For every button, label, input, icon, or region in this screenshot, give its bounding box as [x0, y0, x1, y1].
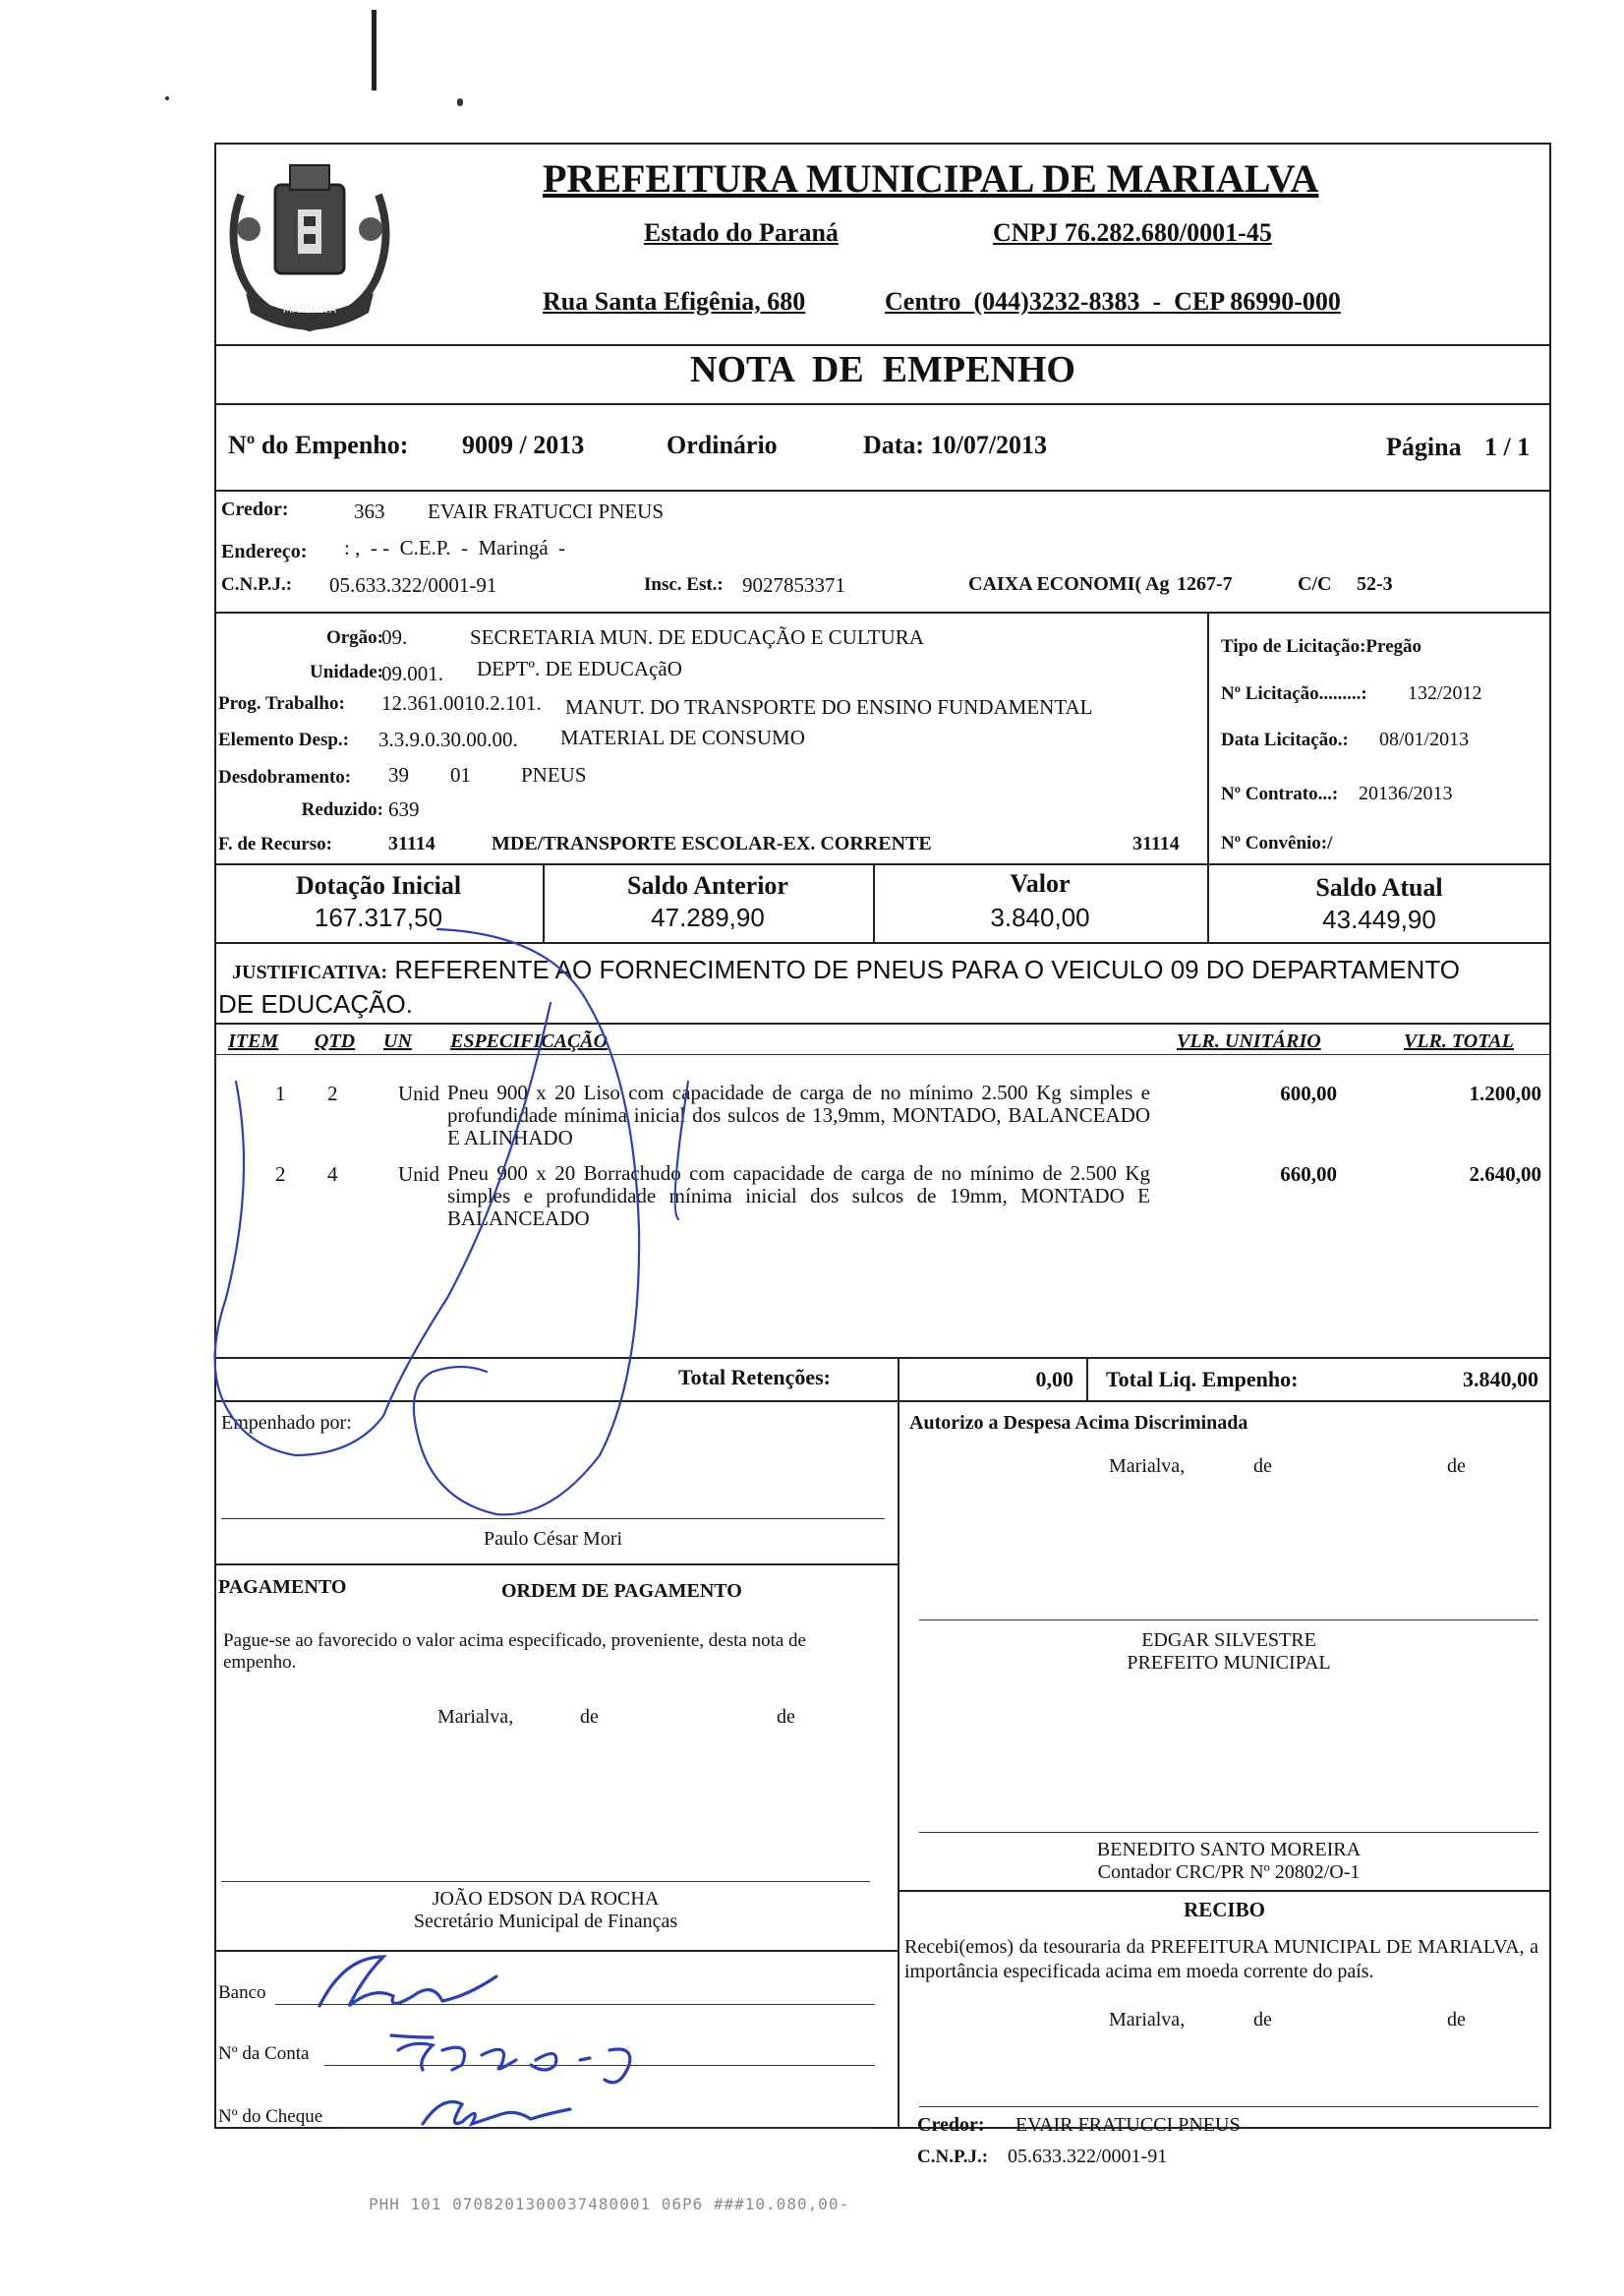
item-2-un: Unid: [398, 1162, 439, 1186]
item-1-number: 1: [275, 1082, 286, 1105]
divider: [898, 1890, 1551, 1892]
contrato-label: Nº Contrato...:: [1221, 784, 1339, 804]
coat-of-arms-icon: [221, 155, 398, 342]
item-1-un: Unid: [398, 1082, 439, 1105]
divider: [214, 490, 1551, 492]
divider: [214, 1054, 1551, 1055]
secretario-name: JOÃO EDSON DA ROCHA: [432, 1888, 660, 1910]
pague-de-1: de: [580, 1706, 599, 1728]
empenhado-label: Empenhado por:: [221, 1412, 352, 1434]
secretario-title: Secretário Municipal de Finanças: [413, 1911, 678, 1932]
cnpj-value: 05.633.322/0001-91: [329, 573, 497, 597]
valor-value: 3.840,00: [990, 903, 1090, 932]
recibo-city: Marialva,: [1109, 2009, 1186, 2031]
cc-value: 52-3: [1357, 573, 1393, 595]
empenho-date: Data: 10/07/2013: [863, 431, 1048, 459]
insc-label: Insc. Est.:: [644, 574, 724, 595]
credor-name: EVAIR FRATUCCI PNEUS: [428, 500, 664, 523]
cheque-line: [336, 2128, 875, 2129]
agencia: 1267-7: [1177, 573, 1233, 595]
dotacao-value: 167.317,50: [314, 903, 443, 932]
conta-line: [324, 2065, 875, 2066]
licitacao-date-value: 08/01/2013: [1379, 729, 1470, 750]
elemento-label: Elemento Desp.:: [218, 730, 349, 750]
page-value: 1 / 1: [1484, 433, 1531, 461]
tipo-licitacao: Tipo de Licitação:Pregão: [1221, 636, 1422, 657]
divider: [898, 1400, 899, 2129]
saldo-atual-label: Saldo Atual: [1315, 873, 1443, 902]
recibo-label: RECIBO: [1184, 1898, 1265, 1921]
recibo-de-1: de: [1253, 2009, 1272, 2031]
address: Rua Santa Efigênia, 680: [543, 287, 806, 316]
district-phone-cep: Centro (044)3232-8383 - CEP 86990-000: [885, 287, 1341, 316]
banco-label: Banco: [218, 1982, 266, 2003]
endereco-value: : , - - C.E.P. - Maringá -: [344, 536, 566, 559]
recurso-label: F. de Recurso:: [218, 834, 332, 854]
reduzido-label: Reduzido:: [301, 799, 383, 820]
handwritten-conta: [595, 2035, 599, 2036]
signature-line: [919, 1619, 1538, 1620]
empenhado-name: Paulo César Mori: [483, 1528, 623, 1550]
pague-de-2: de: [777, 1706, 795, 1728]
signature-line: [221, 1518, 885, 1519]
desdobramento-b: 01: [450, 763, 471, 787]
reduzido-value: 639: [388, 797, 420, 821]
recibo-de-2: de: [1447, 2009, 1466, 2031]
scan-mark: [372, 10, 377, 90]
valor-label: Valor: [1010, 869, 1071, 898]
prog-label: Prog. Trabalho:: [218, 693, 345, 714]
empenho-number: 9009 / 2013: [462, 431, 585, 459]
liq-value: 3.840,00: [1463, 1367, 1538, 1391]
orgao-code: 09.: [381, 625, 408, 649]
desdobramento-a: 39: [388, 763, 409, 787]
divider: [1207, 612, 1209, 863]
signature-line: [221, 1881, 870, 1882]
signature-line: [919, 2106, 1538, 2107]
saldo-anterior-value: 47.289,90: [651, 903, 765, 932]
unidade-name: DEPTº. DE EDUCAçãO: [477, 657, 682, 680]
scan-dot: [165, 96, 169, 100]
page-label: Página: [1386, 433, 1462, 461]
contador-title: Contador CRC/PR Nº 20802/O-1: [1097, 1861, 1361, 1883]
pagamento-label: PAGAMENTO: [218, 1576, 347, 1598]
desdobramento-name: PNEUS: [521, 763, 587, 787]
col-un: UN: [383, 1030, 412, 1052]
autorizo-de-2: de: [1447, 1455, 1466, 1477]
scan-dot: [457, 98, 463, 106]
item-1-total: 1.200,00: [1469, 1082, 1541, 1105]
divider: [214, 1357, 1551, 1359]
col-item: ITEM: [228, 1030, 279, 1052]
bank-name: CAIXA ECONOMI( Ag: [968, 573, 1170, 595]
autorizo-de-1: de: [1253, 1455, 1272, 1477]
divider: [214, 1950, 898, 1952]
divider: [898, 1357, 899, 1401]
insc-value: 9027853371: [742, 573, 845, 597]
ordem-label: ORDEM DE PAGAMENTO: [501, 1580, 742, 1602]
prog-name: MANUT. DO TRANSPORTE DO ENSINO FUNDAMENTAL: [565, 695, 1093, 719]
unidade-label: Unidade:: [310, 662, 383, 682]
cheque-label: Nº do Cheque: [218, 2106, 323, 2127]
prefeito-title: PREFEITO MUNICIPAL: [1127, 1652, 1331, 1674]
pague-text: Pague-se ao favorecido o valor acima especificado, proveniente, desta nota de empenho.: [223, 1630, 806, 1673]
item-2-unit: 660,00: [1280, 1162, 1337, 1186]
state-name: Estado do Paraná: [644, 218, 839, 247]
prog-code: 12.361.0010.2.101.: [381, 691, 542, 715]
item-2-spec: Pneu 900 x 20 Borrachudo com capacidade de carga de no mínimo de 2.500 Kg simples e profundidade mínima inicial dos sulcos de 19mm, MONTADO E BALANCEADO: [447, 1161, 1150, 1230]
recurso-name: MDE/TRANSPORTE ESCOLAR-EX. CORRENTE: [492, 833, 932, 854]
orgao-name: SECRETARIA MUN. DE EDUCAÇÃO E CULTURA: [470, 625, 924, 649]
dotacao-label: Dotação Inicial: [295, 871, 462, 900]
saldo-atual-value: 43.449,90: [1322, 905, 1436, 934]
justificativa: [218, 954, 1539, 1020]
licitacao-date-label: Data Licitação.:: [1221, 730, 1349, 750]
divider: [1086, 1357, 1088, 1401]
contrato-value: 20136/2013: [1359, 783, 1453, 804]
divider: [214, 1400, 1551, 1402]
recibo-credor-name: EVAIR FRATUCCI PNEUS: [1015, 2114, 1241, 2136]
convenio: Nº Convênio:/: [1221, 833, 1333, 854]
saldo-anterior-label: Saldo Anterior: [627, 871, 788, 900]
svg-text:MARIALVA: MARIALVA: [282, 303, 337, 316]
divider: [214, 403, 1551, 405]
item-1-qtd: 2: [327, 1082, 338, 1105]
doc-title: NOTA DE EMPENHO: [690, 349, 1075, 390]
justificativa-label: JUSTIFICATIVA:: [232, 962, 388, 983]
conta-label: Nº da Conta: [218, 2043, 310, 2064]
cnpj-label: C.N.P.J.:: [221, 574, 293, 595]
cc-label: C/C: [1298, 573, 1332, 595]
divider: [214, 1023, 1551, 1025]
licitacao-number-value: 132/2012: [1408, 682, 1482, 704]
unidade-code: 09.001.: [381, 662, 443, 685]
desdobramento-label: Desdobramento:: [218, 767, 352, 788]
item-2-number: 2: [275, 1162, 286, 1186]
cnpj-header: CNPJ 76.282.680/0001-45: [993, 218, 1272, 247]
autorizo-label: Autorizo a Despesa Acima Discriminada: [909, 1412, 1248, 1434]
credor-label: Credor:: [221, 499, 289, 520]
banco-line: [275, 2004, 875, 2005]
orgao-label: Orgão:: [325, 627, 383, 648]
elemento-name: MATERIAL DE CONSUMO: [560, 726, 805, 749]
prefeito-name: EDGAR SILVESTRE: [1141, 1629, 1316, 1651]
empenho-label: Nº do Empenho:: [228, 431, 409, 459]
empenho-type: Ordinário: [667, 431, 778, 459]
recibo-credor-label: Credor:: [917, 2114, 985, 2136]
divider: [214, 942, 1551, 944]
credor-code: 363: [354, 500, 385, 523]
prefeitura-title: PREFEITURA MUNICIPAL DE MARIALVA: [543, 156, 1319, 201]
retencoes-value: 0,00: [1035, 1367, 1073, 1391]
divider: [214, 863, 1551, 865]
autorizo-city: Marialva,: [1109, 1455, 1186, 1477]
item-2-qtd: 4: [327, 1162, 338, 1186]
recibo-text: Recebi(emos) da tesouraria da PREFEITURA MUNICIPAL DE MARIALVA, a importância especificada acima em moeda corrente do país.: [904, 1936, 1538, 1982]
divider: [214, 612, 1551, 614]
recurso-code-2: 31114: [1132, 833, 1180, 854]
recibo-cnpj-value: 05.633.322/0001-91: [1008, 2146, 1168, 2167]
item-1-unit: 600,00: [1280, 1082, 1337, 1105]
signature-line: [919, 1832, 1538, 1833]
licitacao-number-label: Nº Licitação.........:: [1221, 683, 1367, 704]
recurso-code: 31114: [388, 833, 435, 854]
col-unit: VLR. UNITÁRIO: [1177, 1030, 1321, 1052]
col-qtd: QTD: [315, 1030, 356, 1052]
col-spec: ESPECIFICAÇÃO: [450, 1030, 609, 1052]
contador-name: BENEDITO SANTO MOREIRA: [1096, 1839, 1362, 1860]
bank-stamp: PHH 101 0708201300037480001 06P6 ###10.080,00-: [369, 2195, 850, 2213]
elemento-code: 3.3.9.0.30.00.00.: [378, 728, 518, 751]
item-2-total: 2.640,00: [1469, 1162, 1541, 1186]
endereco-label: Endereço:: [221, 541, 308, 562]
retencoes-label: Total Retenções:: [678, 1365, 831, 1389]
pague-city: Marialva,: [437, 1706, 514, 1728]
justificativa-line1: REFERENTE AO FORNECIMENTO DE PNEUS PARA O VEICULO 09 DO DEPARTAMENTO: [394, 955, 1460, 984]
col-total: VLR. TOTAL: [1404, 1030, 1514, 1052]
divider: [214, 344, 1551, 346]
recibo-cnpj-label: C.N.P.J.:: [917, 2147, 989, 2167]
divider: [214, 1563, 898, 1565]
justificativa-line2: DE EDUCAÇÃO.: [218, 989, 413, 1019]
liq-label: Total Liq. Empenho:: [1106, 1367, 1299, 1391]
item-1-spec: Pneu 900 x 20 Liso com capacidade de carga de no mínimo 2.500 Kg simples e profundidade mínima inicial dos sulcos de 13,9mm, MONTADO, BALANCEADO E ALINHADO: [447, 1081, 1150, 1149]
